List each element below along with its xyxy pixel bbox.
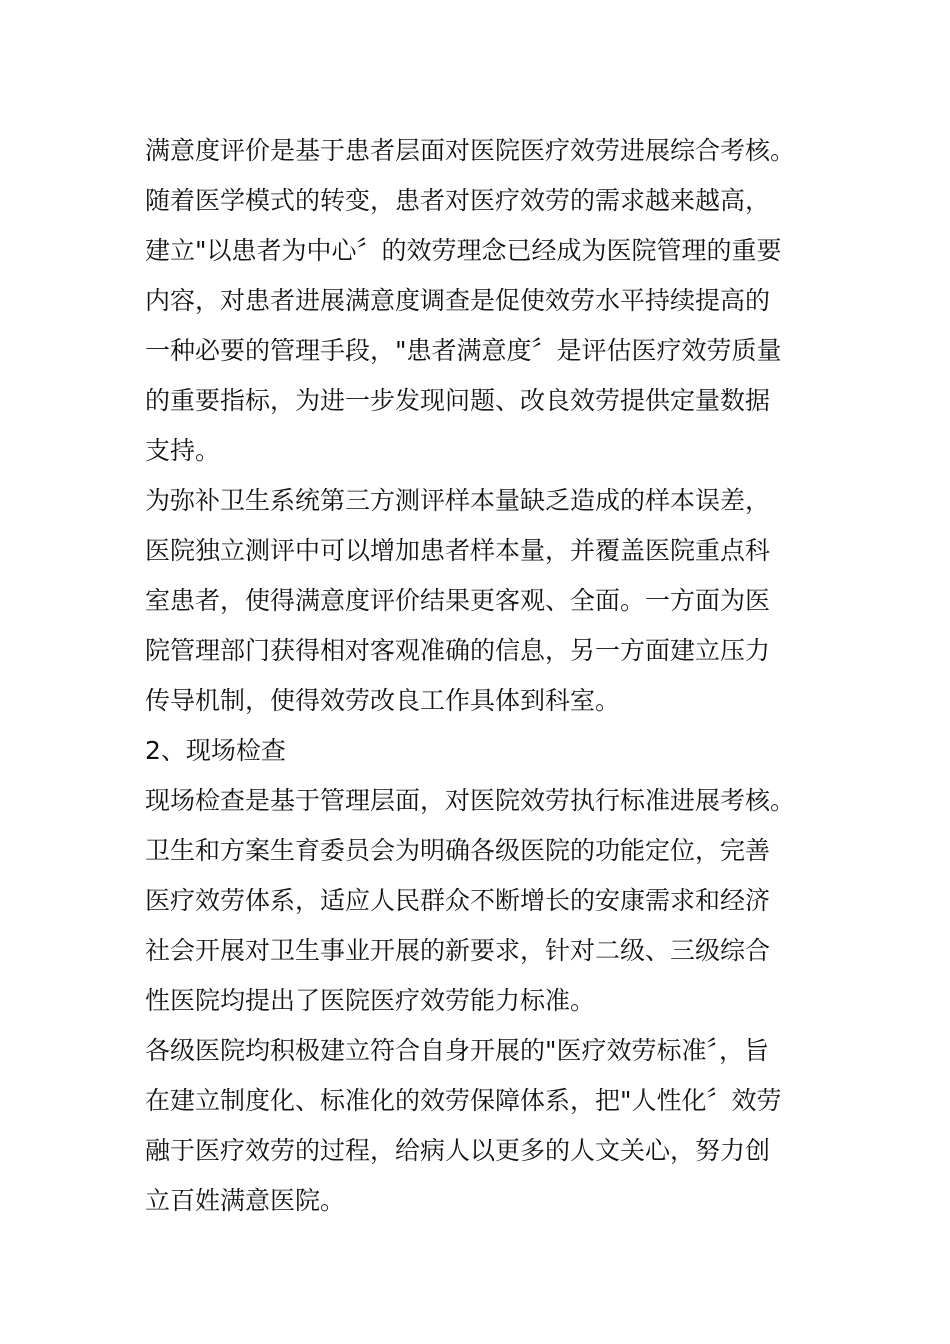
text-line: 建立"以患者为中心〞的效劳理念已经成为医院管理的重要 (145, 236, 782, 265)
text-line: 卫生和方案生育委员会为明确各级医院的功能定位，完善 (145, 836, 771, 865)
text-line: 随着医学模式的转变，患者对医疗效劳的需求越来越高， (145, 186, 771, 215)
text-line: 支持。 (145, 436, 221, 465)
text-line: 为弥补卫生系统第三方测评样本量缺乏造成的样本误差， (145, 486, 771, 515)
text-line: 各级医院均积极建立符合自身开展的"医疗效劳标准〞，旨 (145, 1036, 770, 1065)
text-line: 满意度评价是基于患者层面对医院医疗效劳进展综合考核。 (145, 136, 796, 165)
text-line: 医院独立测评中可以增加患者样本量，并覆盖医院重点科 (145, 536, 771, 565)
text-line: 现场检查是基于管理层面，对医院效劳执行标准进展考核。 (145, 786, 796, 815)
document-body (145, 126, 810, 1226)
text-line: 传导机制，使得效劳改良工作具体到科室。 (145, 686, 621, 715)
section-heading: 2、现场检查 (145, 736, 286, 765)
text-line: 性医院均提出了医院医疗效劳能力标准。 (145, 986, 596, 1015)
text-line: 社会开展对卫生事业开展的新要求，针对二级、三级综合 (145, 936, 771, 965)
text-line: 的重要指标，为进一步发现问题、改良效劳提供定量数据 (145, 386, 771, 415)
text-line: 室患者，使得满意度评价结果更客观、全面。一方面为医 (145, 586, 771, 615)
text-line: 内容，对患者进展满意度调查是促使效劳水平持续提高的 (145, 286, 771, 315)
text-line: 立百姓满意医院。 (145, 1186, 346, 1215)
text-line: 在建立制度化、标准化的效劳保障体系，把"人性化〞效劳 (145, 1086, 782, 1115)
text-line: 一种必要的管理手段，"患者满意度〞是评估医疗效劳质量 (145, 336, 782, 365)
text-line: 融于医疗效劳的过程，给病人以更多的人文关心，努力创 (145, 1136, 771, 1165)
text-line: 医疗效劳体系，适应人民群众不断增长的安康需求和经济 (145, 886, 771, 915)
text-line: 院管理部门获得相对客观准确的信息，另一方面建立压力 (145, 636, 771, 665)
